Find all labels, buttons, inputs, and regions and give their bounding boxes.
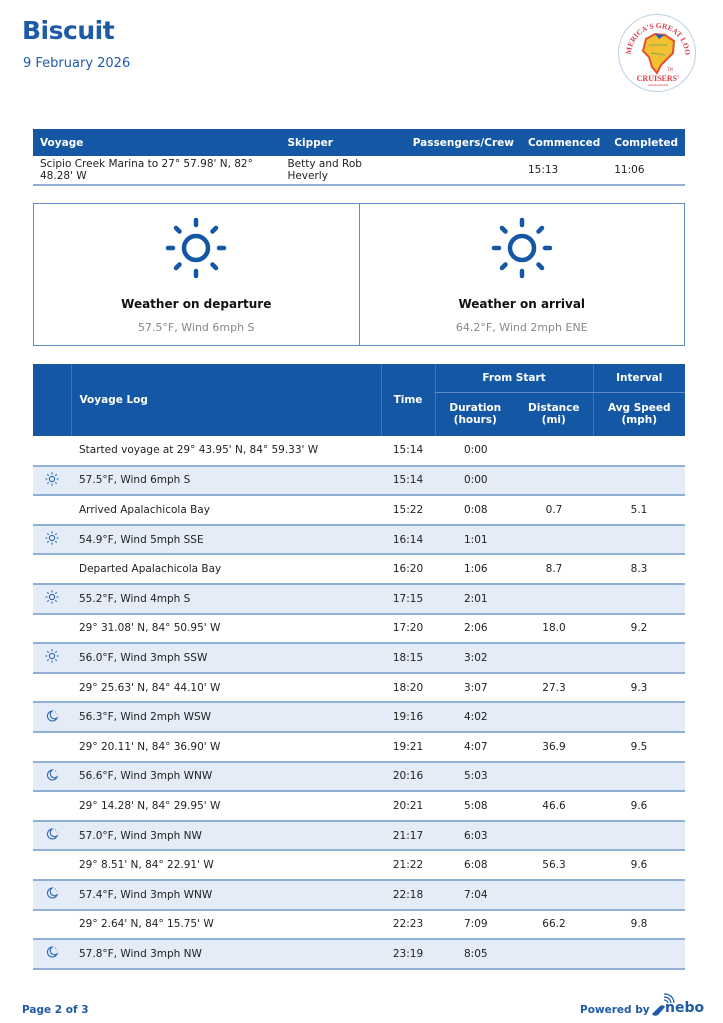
log-text: 29° 31.08' N, 84° 50.95' W [71,614,381,644]
log-text: 29° 14.28' N, 84° 29.95' W [71,791,381,821]
page-number: Page 2 of 3 [22,1004,89,1016]
log-row-weather [33,762,685,792]
header-icon-column [33,364,71,436]
log-icon-cell [33,880,71,910]
log-icon-cell [33,939,71,969]
log-avg-speed [593,762,685,792]
log-duration: 1:01 [435,525,515,555]
powered-by-label: Powered by [580,1004,650,1016]
log-text: 55.2°F, Wind 4mph S [71,584,381,614]
log-text: 29° 20.11' N, 84° 36.90' W [71,732,381,762]
log-distance [515,880,593,910]
log-time: 21:22 [381,850,435,880]
log-icon-cell [33,614,71,644]
log-icon-cell [33,495,71,525]
log-time: 23:19 [381,939,435,969]
log-distance [515,702,593,732]
log-avg-speed [593,436,685,466]
log-text: 57.5°F, Wind 6mph S [71,466,381,496]
log-time: 17:15 [381,584,435,614]
log-distance: 46.6 [515,791,593,821]
association-logo [618,14,696,92]
voyage-log-table [33,364,685,970]
log-row-weather [33,584,685,614]
nebo-brand: nebo [665,1000,705,1016]
log-avg-speed: 9.2 [593,614,685,644]
log-text: Arrived Apalachicola Bay [71,495,381,525]
voyage-completed: 11:06 [607,156,685,185]
header-commenced: Commenced [521,129,607,156]
log-avg-speed [593,821,685,851]
log-row-event [33,791,685,821]
log-distance [515,939,593,969]
log-avg-speed: 9.8 [593,910,685,940]
header-from-start: From Start [435,364,593,392]
log-row-event [33,673,685,703]
log-row-weather [33,466,685,496]
log-time: 16:14 [381,525,435,555]
log-duration: 6:03 [435,821,515,851]
log-time: 15:22 [381,495,435,525]
log-text: 56.6°F, Wind 3mph WNW [71,762,381,792]
log-avg-speed [593,466,685,496]
log-duration: 0:00 [435,466,515,496]
log-duration: 5:03 [435,762,515,792]
log-icon-cell [33,791,71,821]
voyage-summary-table [33,129,685,186]
log-text: 57.4°F, Wind 3mph WNW [71,880,381,910]
log-row-event [33,436,685,466]
log-duration: 3:07 [435,673,515,703]
log-avg-speed [593,702,685,732]
log-avg-speed [593,525,685,555]
log-duration: 2:06 [435,614,515,644]
log-time: 19:16 [381,702,435,732]
log-distance [515,762,593,792]
log-duration: 7:04 [435,880,515,910]
log-row-event [33,910,685,940]
log-icon-cell [33,643,71,673]
moon-icon [45,714,59,726]
voyage-commenced: 15:13 [521,156,607,185]
log-icon-cell [33,702,71,732]
moon-icon [45,891,59,903]
log-time: 18:20 [381,673,435,703]
logo-text-bottom: CRUISERS' [636,74,680,83]
log-duration: 7:09 [435,910,515,940]
voyage-row [33,156,685,185]
log-time: 15:14 [381,436,435,466]
log-row-weather [33,939,685,969]
log-icon-cell [33,850,71,880]
log-time: 22:23 [381,910,435,940]
weather-departure-card [34,204,359,345]
log-time: 15:14 [381,466,435,496]
log-avg-speed [593,939,685,969]
log-distance [515,436,593,466]
log-text: 29° 25.63' N, 84° 44.10' W [71,673,381,703]
logo-image [619,15,697,93]
moon-icon [45,832,59,844]
page-title: Biscuit [22,16,115,45]
log-time: 22:18 [381,880,435,910]
log-distance [515,584,593,614]
log-distance [515,821,593,851]
log-icon-cell [33,436,71,466]
voyage-passengers [406,156,521,185]
log-distance: 18.0 [515,614,593,644]
sun-icon [45,477,59,489]
log-text: 56.3°F, Wind 2mph WSW [71,702,381,732]
log-duration: 1:06 [435,554,515,584]
header-interval: Interval [593,364,685,392]
log-distance [515,466,593,496]
log-icon-cell [33,673,71,703]
header-time: Time [381,364,435,436]
log-text: Started voyage at 29° 43.95' N, 84° 59.33' W [71,436,381,466]
log-row-event [33,850,685,880]
header-distance: Distance (mi) [515,392,593,436]
log-avg-speed: 9.6 [593,791,685,821]
log-duration: 6:08 [435,850,515,880]
log-time: 17:20 [381,614,435,644]
header-skipper: Skipper [280,129,405,156]
log-duration: 4:07 [435,732,515,762]
log-avg-speed [593,880,685,910]
sun-icon [45,654,59,666]
log-duration: 4:02 [435,702,515,732]
log-row-weather [33,702,685,732]
header-duration: Duration (hours) [435,392,515,436]
page-date: 9 February 2026 [23,56,131,71]
log-avg-speed: 9.6 [593,850,685,880]
log-duration: 5:08 [435,791,515,821]
log-distance: 66.2 [515,910,593,940]
log-distance: 27.3 [515,673,593,703]
log-row-event [33,495,685,525]
log-text: Departed Apalachicola Bay [71,554,381,584]
log-duration: 0:00 [435,436,515,466]
log-time: 21:17 [381,821,435,851]
log-icon-cell [33,821,71,851]
weather-arrival-card [359,204,685,345]
log-body [33,436,685,969]
sun-icon [45,595,59,607]
log-time: 19:21 [381,732,435,762]
sun-icon [45,536,59,548]
log-avg-speed [593,584,685,614]
weather-departure-value: 57.5°F, Wind 6mph S [137,321,255,334]
log-icon-cell [33,732,71,762]
header-completed: Completed [607,129,685,156]
log-text: 57.8°F, Wind 3mph NW [71,939,381,969]
weather-summary [33,203,685,346]
moon-icon [45,950,59,962]
log-icon-cell [33,910,71,940]
log-distance [515,643,593,673]
log-avg-speed: 9.5 [593,732,685,762]
log-duration: 3:02 [435,643,515,673]
log-row-event [33,732,685,762]
log-row-weather [33,821,685,851]
log-duration: 2:01 [435,584,515,614]
sun-icon [490,216,554,280]
log-text: 29° 8.51' N, 84° 22.91' W [71,850,381,880]
log-duration: 8:05 [435,939,515,969]
log-text: 54.9°F, Wind 5mph SSE [71,525,381,555]
log-distance: 0.7 [515,495,593,525]
log-time: 16:20 [381,554,435,584]
sun-icon [164,216,228,280]
log-avg-speed: 5.1 [593,495,685,525]
log-icon-cell [33,466,71,496]
weather-departure-title: Weather on departure [121,297,272,311]
log-distance: 8.7 [515,554,593,584]
header-passengers: Passengers/Crew [406,129,521,156]
log-time: 20:21 [381,791,435,821]
log-duration: 0:08 [435,495,515,525]
weather-arrival-title: Weather on arrival [458,297,586,311]
log-row-weather [33,643,685,673]
log-icon-cell [33,762,71,792]
log-icon-cell [33,525,71,555]
voyage-name: Scipio Creek Marina to 27° 57.98' N, 82° 48.28' W [33,156,280,185]
header-avg-speed: Avg Speed (mph) [593,392,685,436]
log-row-weather [33,880,685,910]
log-avg-speed: 9.3 [593,673,685,703]
header-voyage: Voyage [33,129,280,156]
log-time: 18:15 [381,643,435,673]
log-text: 29° 2.64' N, 84° 15.75' W [71,910,381,940]
moon-icon [45,773,59,785]
log-text: 56.0°F, Wind 3mph SSW [71,643,381,673]
logo-tm: TM [667,67,673,72]
log-avg-speed [593,643,685,673]
log-avg-speed: 8.3 [593,554,685,584]
log-row-event [33,554,685,584]
log-time: 20:16 [381,762,435,792]
log-row-weather [33,525,685,555]
log-row-event [33,614,685,644]
log-text: 57.0°F, Wind 3mph NW [71,821,381,851]
header-voyage-log: Voyage Log [71,364,381,436]
log-distance: 36.9 [515,732,593,762]
log-distance [515,525,593,555]
logo-text-sub: ASSOCIATION [647,83,669,87]
log-icon-cell [33,554,71,584]
weather-arrival-value: 64.2°F, Wind 2mph ENE [455,321,588,334]
log-distance: 56.3 [515,850,593,880]
logo-text-top: MERICA'S GREAT LOO [623,20,693,56]
voyage-skipper: Betty and Rob Heverly [280,156,405,185]
log-icon-cell [33,584,71,614]
